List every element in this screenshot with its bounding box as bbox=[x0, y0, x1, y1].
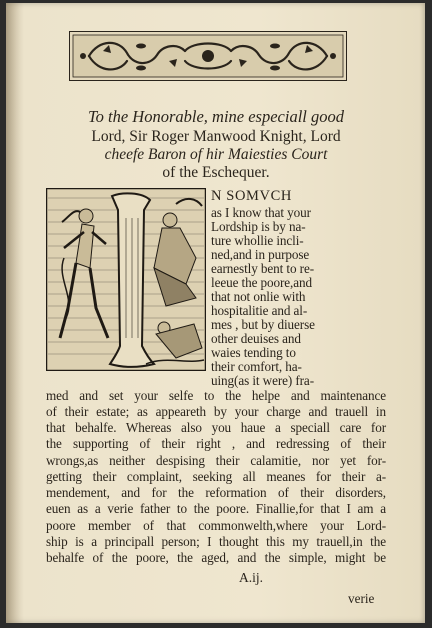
text-line: the supporting of their right , and redressing of their bbox=[46, 436, 386, 451]
text-line: uing(as it were) fra- bbox=[211, 373, 314, 388]
text-line: waies tending to bbox=[211, 345, 296, 360]
woodcut-initial-letter bbox=[46, 188, 206, 371]
text-line: leeue the poore,and bbox=[211, 275, 312, 290]
text-line: mendement, and for the reformation of their disorders, bbox=[46, 485, 386, 500]
text-line: hospitalitie and al- bbox=[211, 303, 308, 318]
text-line: ture whollie incli- bbox=[211, 233, 304, 248]
text-line: as I know that your bbox=[211, 205, 311, 220]
text-line: med and set your selfe to the helpe and maintenance bbox=[46, 388, 386, 403]
text-line: ship is a principall person; I thought this my trauell,in the bbox=[46, 534, 386, 549]
text-line: euen as a verie father to the poore. Finallie,for that I am a bbox=[46, 501, 386, 516]
book-page bbox=[6, 3, 425, 623]
text-line: earnestly bent to re- bbox=[211, 261, 314, 276]
dedication-heading-line-3: cheefe Baron of hir Maiesties Court bbox=[104, 146, 328, 163]
text-line: mes , but by diuerse bbox=[211, 317, 315, 332]
signature-mark: A.ij. bbox=[239, 570, 264, 585]
text-line: ned,and in purpose bbox=[211, 247, 310, 262]
text-line: other deuises and bbox=[211, 331, 301, 346]
ornamental-headpiece bbox=[69, 31, 347, 81]
dedication-heading-line-1: To the Honorable, mine especiall good bbox=[87, 107, 345, 126]
text-line: N SOMVCH bbox=[211, 188, 292, 204]
dedication-heading-line-2: Lord, Sir Roger Manwood Knight, Lord bbox=[91, 128, 341, 145]
text-line: that not onlie with bbox=[211, 289, 306, 304]
text-line: of their estate; as appeareth by your charge and trauell in bbox=[46, 404, 386, 419]
text-line: that behalfe. Whereas also you haue a speciall care for bbox=[46, 420, 386, 435]
text-line: wrongs,as neither despising their calamitie, nor yet for- bbox=[46, 453, 386, 468]
text-line: poore member of that commonwelth,where your Lord- bbox=[46, 518, 386, 533]
dedication-heading-line-4: of the Eschequer. bbox=[162, 164, 270, 181]
text-line: getting their complaint, seeking all meanes for their a- bbox=[46, 469, 386, 484]
text-line: their comfort, ha- bbox=[211, 359, 302, 374]
text-line: behalfe of the poore, the aged, and the simple, might be bbox=[46, 550, 386, 565]
page-gutter-shadow bbox=[6, 3, 24, 623]
catchword: verie bbox=[348, 591, 375, 606]
text-line: Lordship is by na- bbox=[211, 219, 306, 234]
